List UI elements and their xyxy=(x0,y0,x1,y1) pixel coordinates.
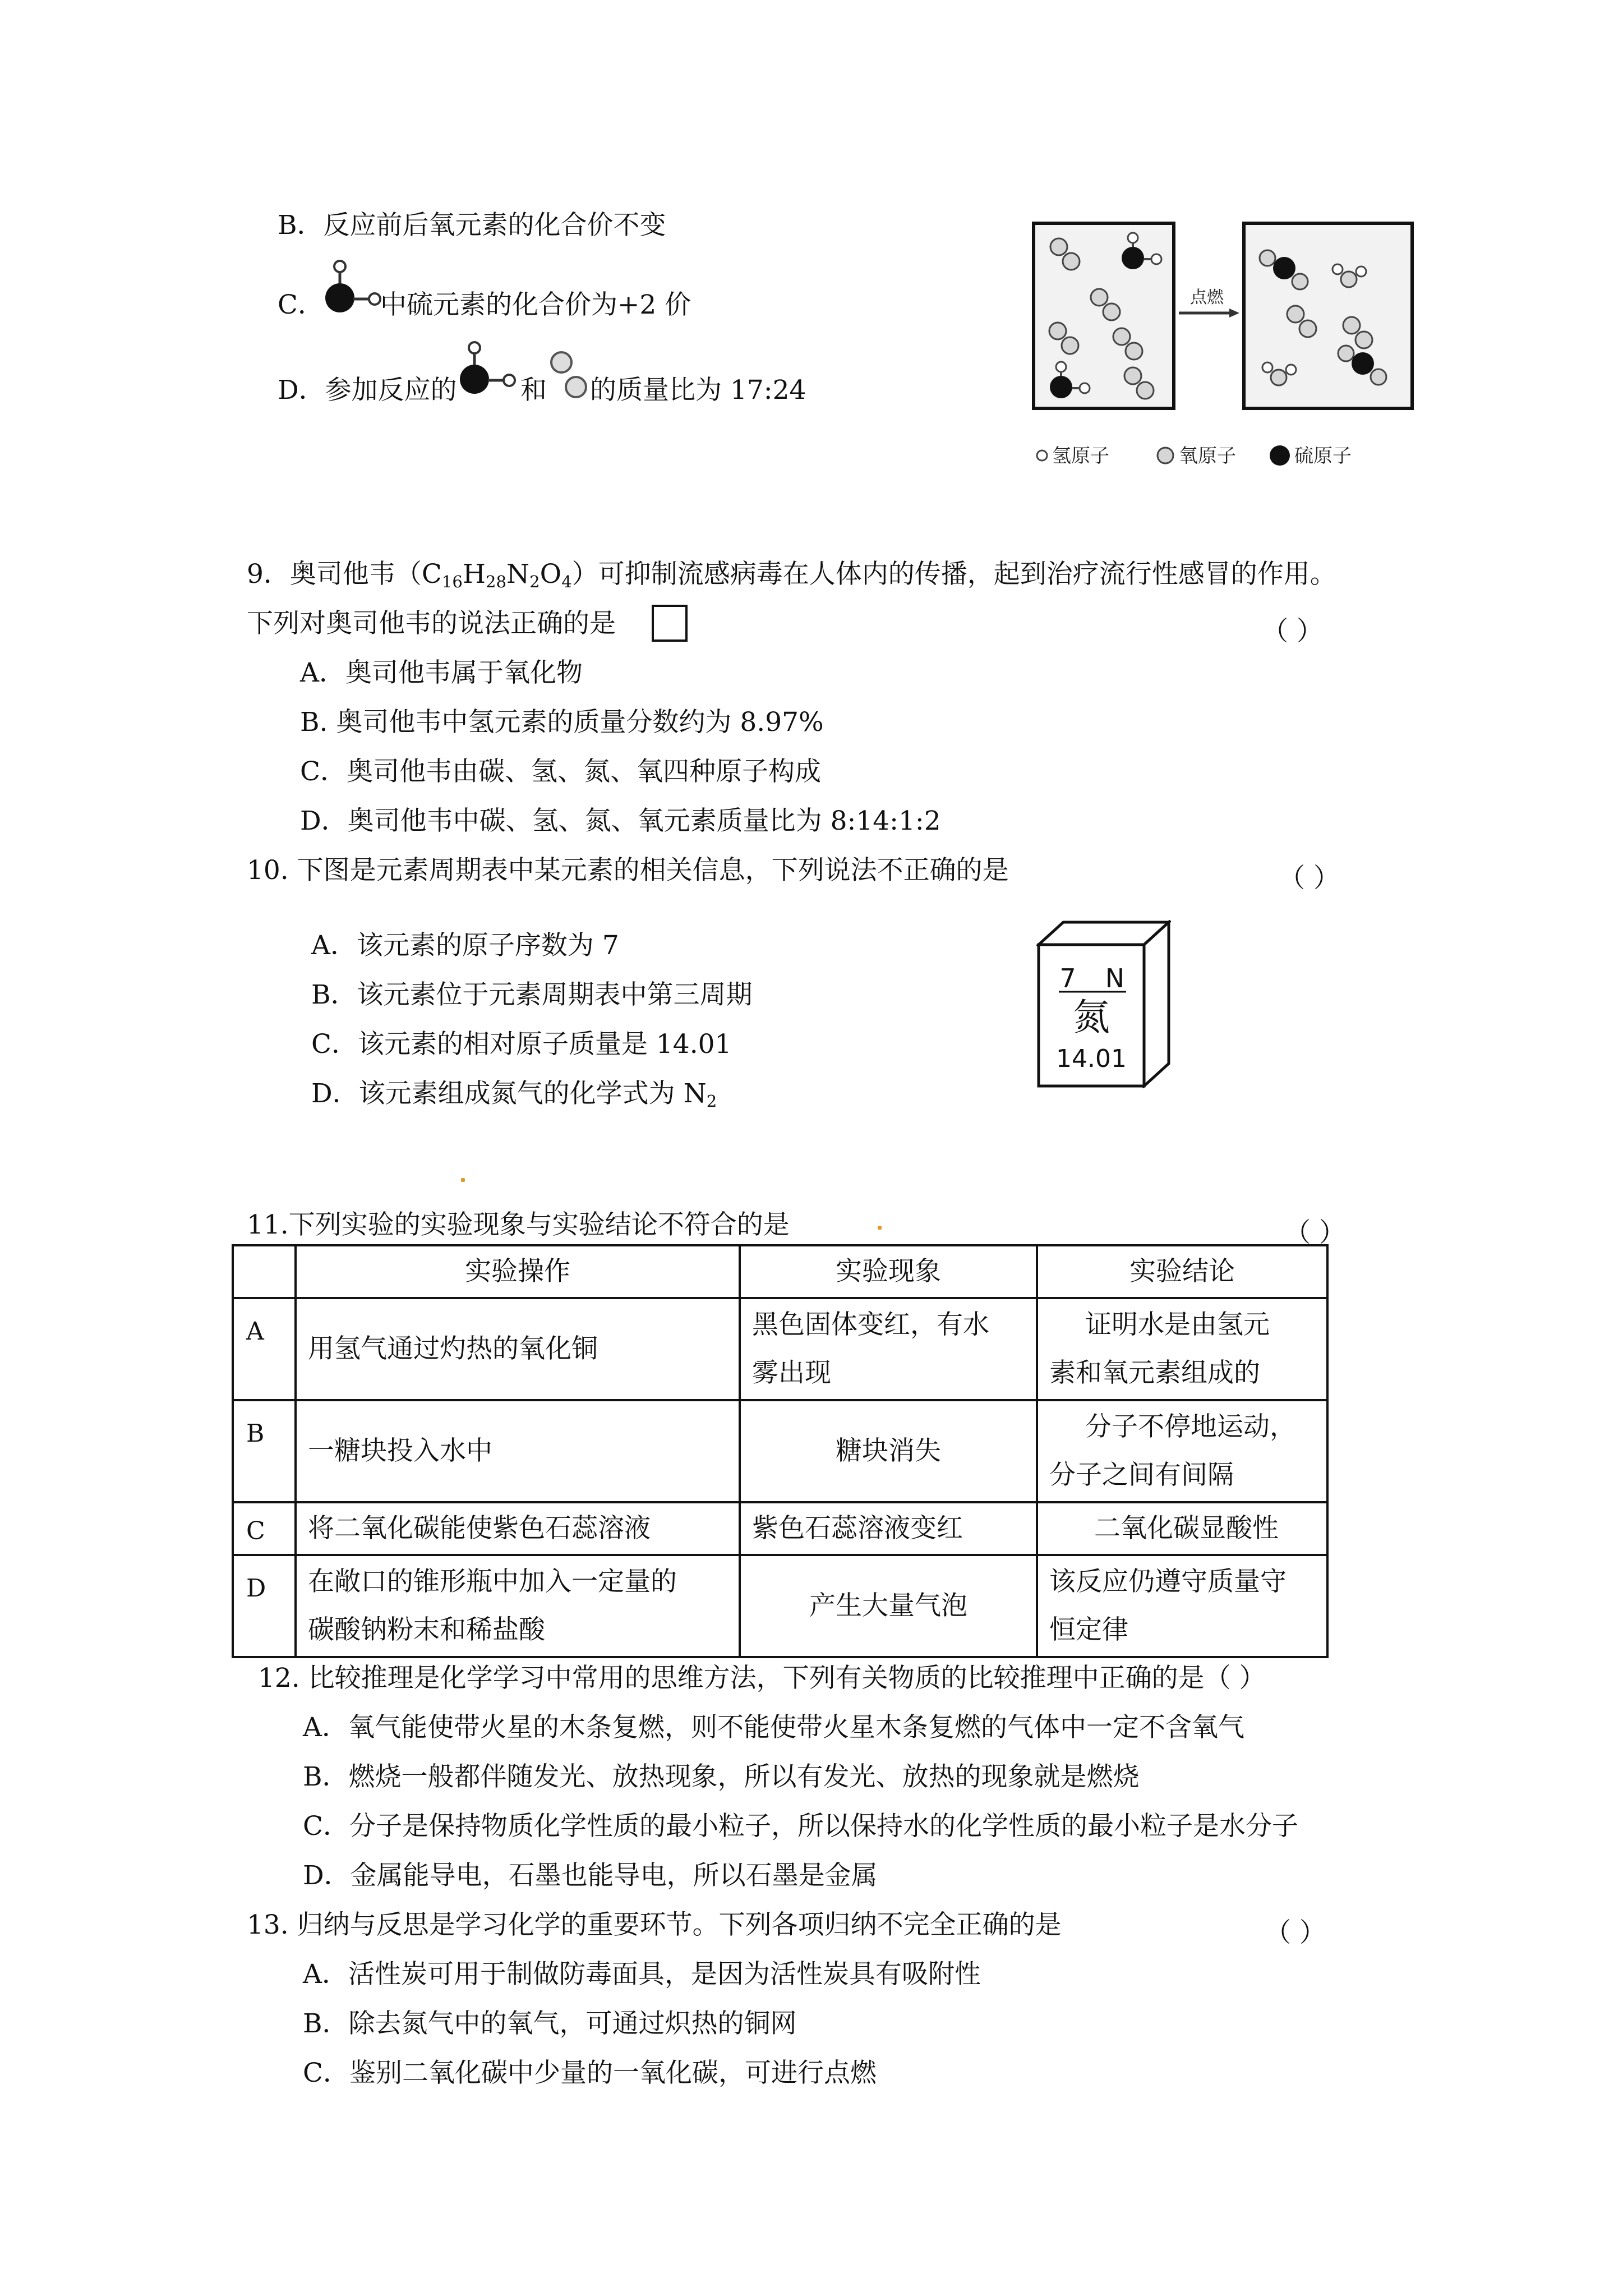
q13-option-b: B．除去氮气中的氧气，可通过炽热的铜网 xyxy=(303,2008,797,2039)
q10-option-d: D．该元素组成氮气的化学式为 $N_2$ xyxy=(311,1078,717,1111)
q12-option-b: B．燃烧一般都伴随发光、放热现象，所以有发光、放热的现象就是燃烧 xyxy=(303,1761,1140,1792)
table-header-cell: 实验结论 xyxy=(1037,1245,1327,1298)
table-header-cell: 实验现象 xyxy=(740,1245,1037,1298)
table-cell: 黑色固体变红，有水 雾出现 xyxy=(752,1309,989,1388)
q8-option-c-text: 中硫元素的化合价为+2 价 xyxy=(380,289,691,320)
q12-option-a: A．氧气能使带火星的木条复燃，则不能使带火星木条复燃的气体中一定不含氧气 xyxy=(303,1712,1244,1743)
row-letter: C xyxy=(246,1517,265,1545)
row-letter: D xyxy=(246,1574,266,1603)
q10-stem: 10. 下图是元素周期表中某元素的相关信息，下列说法不正确的是 xyxy=(247,855,1009,886)
element-symbol: N xyxy=(1105,963,1125,993)
atomic-number: 7 xyxy=(1059,963,1076,993)
q13-option-a: A．活性炭可用于制做防毒面具，是因为活性炭具有吸附性 xyxy=(303,1959,981,1990)
reaction-diagram xyxy=(1032,213,1424,477)
table-row xyxy=(233,1298,1327,1400)
legend-oxygen: 氧原子 xyxy=(1179,445,1236,467)
q9-stem-line2: 下列对奥司他韦的说法正确的是 xyxy=(247,608,616,639)
q10-option-c: C．该元素的相对原子质量是 14.01 xyxy=(311,1029,732,1060)
q12-option-c: C．分子是保持物质化学性质的最小粒子，所以保持水的化学性质的最小粒子是水分子 xyxy=(303,1811,1298,1842)
q9-answer-paren: （ ） xyxy=(1262,616,1323,647)
element-tile xyxy=(1036,920,1171,1088)
table-cell: 证明水是由氢元 素和氧元素组成的 xyxy=(1049,1309,1270,1388)
arrow-label: 点燃 xyxy=(1190,288,1224,307)
table-row xyxy=(233,1555,1327,1657)
table-header-cell: 实验操作 xyxy=(296,1245,740,1298)
table-cell: 该反应仍遵守质量守 恒定律 xyxy=(1049,1566,1287,1645)
row-letter: A xyxy=(246,1317,264,1346)
q12-option-d: D．金属能导电，石墨也能导电，所以石墨是金属 xyxy=(303,1860,878,1891)
legend-hydrogen: 氢原子 xyxy=(1052,445,1109,467)
atomic-mass: 14.01 xyxy=(1056,1045,1127,1073)
h2s-molecule-icon xyxy=(455,337,517,398)
table-cell: 用氢气通过灼热的氧化铜 xyxy=(308,1333,598,1364)
q13-option-c: C．鉴别二氧化碳中少量的一氧化碳，可进行点燃 xyxy=(303,2058,877,2088)
q9-option-c: C．奥司他韦由碳、氢、氮、氧四种原子构成 xyxy=(300,756,821,787)
q8-option-d-text: 的质量比为 17:24 xyxy=(590,375,806,406)
q13-answer-paren: （ ） xyxy=(1265,1917,1326,1948)
q9-option-a: A．奥司他韦属于氧化物 xyxy=(300,657,583,688)
stray-mark xyxy=(461,1178,465,1182)
q8-option-d-prefix: D．参加反应的 xyxy=(278,375,457,406)
o2-molecule-icon xyxy=(547,348,592,404)
q8-option-c-prefix: C． xyxy=(278,289,324,320)
q9-option-b: B. 奥司他韦中氢元素的质量分数约为 8.97% xyxy=(300,707,824,738)
element-name: 氮 xyxy=(1073,996,1110,1039)
q10-option-a: A．该元素的原子序数为 7 xyxy=(311,930,619,961)
q8-option-b: B．反应前后氧元素的化合价不变 xyxy=(278,210,666,241)
q10-option-b: B．该元素位于元素周期表中第三周期 xyxy=(311,979,753,1010)
table-cell: 糖块消失 xyxy=(836,1435,941,1466)
q11-stem: 11.下列实验的实验现象与实验结论不符合的是 xyxy=(247,1209,790,1240)
q9-option-d: D．奥司他韦中碳、氢、氮、氧元素质量比为 8:14:1:2 xyxy=(300,806,941,836)
table-cell: 产生大量气泡 xyxy=(809,1590,967,1621)
table-header-cell xyxy=(233,1245,296,1298)
row-letter: B xyxy=(246,1419,265,1448)
table-cell: 一糖块投入水中 xyxy=(308,1435,492,1466)
q10-answer-paren: （ ） xyxy=(1279,863,1340,894)
h2s-molecule-icon xyxy=(321,255,382,317)
q13-stem: 13. 归纳与反思是学习化学的重要环节。下列各项归纳不完全正确的是 xyxy=(247,1910,1062,1940)
experiment-table xyxy=(232,1244,1329,1658)
q9-stem-line1: 9．奥司他韦$(C_{16}H_{28}N_2O_4)$可抑制流感病毒在人体内的传播，起到治疗流行性感冒的作用。 xyxy=(247,559,1336,592)
table-header-row xyxy=(233,1245,1327,1298)
table-cell: 分子不停地运动， 分子之间有间隔 xyxy=(1049,1411,1296,1490)
table-cell: 将二氧化碳能使紫色石蕊溶液 xyxy=(308,1513,651,1544)
q8-option-d-and: 和 xyxy=(520,375,547,406)
stray-mark xyxy=(878,1226,882,1230)
table-cell: 二氧化碳显酸性 xyxy=(1094,1513,1279,1544)
answer-box[interactable] xyxy=(652,605,688,642)
table-cell: 紫色石蕊溶液变红 xyxy=(752,1513,963,1544)
table-row xyxy=(233,1502,1327,1555)
table-row xyxy=(233,1400,1327,1502)
q11-answer-paren: （ ） xyxy=(1284,1217,1345,1248)
legend-sulfur: 硫原子 xyxy=(1294,445,1352,467)
table-cell: 在敞口的锥形瓶中加入一定量的 碳酸钠粉末和稀盐酸 xyxy=(308,1566,677,1645)
q12-stem: 12. 比较推理是化学学习中常用的思维方法，下列有关物质的比较推理中正确的是（ ） xyxy=(258,1663,1266,1694)
